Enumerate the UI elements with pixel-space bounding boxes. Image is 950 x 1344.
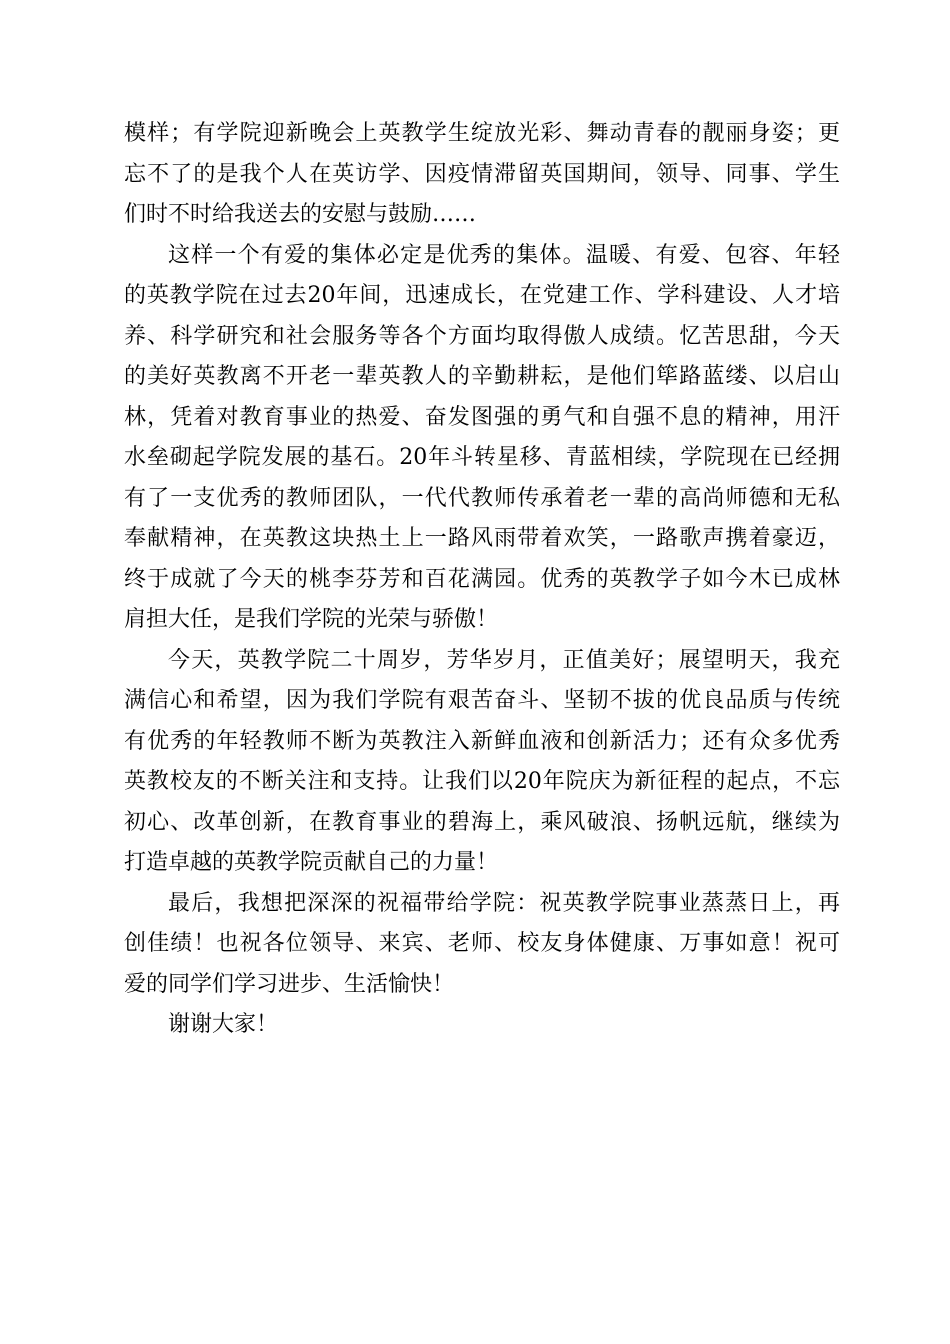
text-line: 养、科学研究和社会服务等各个方面均取得傲人成绩。忆苦思甜，今天 <box>124 323 840 349</box>
text-line: 的美好英教离不开老一辈英教人的辛勤耕耘，是他们筚路蓝缕、以启山 <box>124 364 840 389</box>
paragraph-3 <box>124 641 840 884</box>
text-line: 打造卓越的英教学院贡献自己的力量！ <box>124 850 499 875</box>
text-line: 谢谢大家！ <box>168 1012 279 1037</box>
text-line: 这样一个有爱的集体必定是优秀的集体。温暖、有爱、包容、年轻 <box>168 242 840 268</box>
text-line: 终于成就了今天的桃李芬芳和百花满园。优秀的英教学子如今木已成林 <box>124 566 840 592</box>
text-line: 忘不了的是我个人在英访学、因疫情滞留英国期间，领导、同事、学生 <box>124 161 840 187</box>
text-line: 的英教学院在过去20年间，迅速成长，在党建工作、学科建设、人才培 <box>124 283 840 308</box>
text-line: 英教校友的不断关注和支持。让我们以20年院庆为新征程的起点，不忘 <box>124 769 840 794</box>
text-line: 今天，英教学院二十周岁，芳华岁月，正值美好；展望明天，我充 <box>168 647 840 673</box>
paragraph-1 <box>124 114 840 236</box>
text-line: 肩担大任，是我们学院的光荣与骄傲！ <box>124 607 499 632</box>
text-line: 初心、改革创新，在教育事业的碧海上，乘风破浪、扬帆远航，继续为 <box>124 809 840 835</box>
text-line: 水垒砌起学院发展的基石。20年斗转星移、青蓝相续，学院现在已经拥 <box>124 445 840 470</box>
text-line: 有了一支优秀的教师团队，一代代教师传承着老一辈的高尚师德和无私 <box>124 485 840 511</box>
document-body <box>124 114 840 1046</box>
text-line: 奉献精神，在英教这块热土上一路风雨带着欢笑，一路歌声携着豪迈， <box>124 526 840 551</box>
text-line: 最后，我想把深深的祝福带给学院：祝英教学院事业蒸蒸日上，再 <box>168 890 840 916</box>
text-line: 模样；有学院迎新晚会上英教学生绽放光彩、舞动青春的靓丽身姿；更 <box>124 121 840 146</box>
text-line: 林，凭着对教育事业的热爱、奋发图强的勇气和自强不息的精神，用汗 <box>124 404 840 430</box>
text-line: 们时不时给我送去的安慰与鼓励…… <box>124 202 477 227</box>
text-line: 满信心和希望，因为我们学院有艰苦奋斗、坚韧不拔的优良品质与传统 <box>124 688 840 713</box>
paragraph-5 <box>124 1005 840 1046</box>
text-line: 爱的同学们学习进步、生活愉快！ <box>124 971 455 997</box>
paragraph-4 <box>124 884 840 1006</box>
paragraph-2 <box>124 236 840 641</box>
text-line: 有优秀的年轻教师不断为英教注入新鲜血液和创新活力；还有众多优秀 <box>124 728 840 754</box>
text-line: 创佳绩！也祝各位领导、来宾、老师、校友身体健康、万事如意！祝可 <box>124 931 840 956</box>
